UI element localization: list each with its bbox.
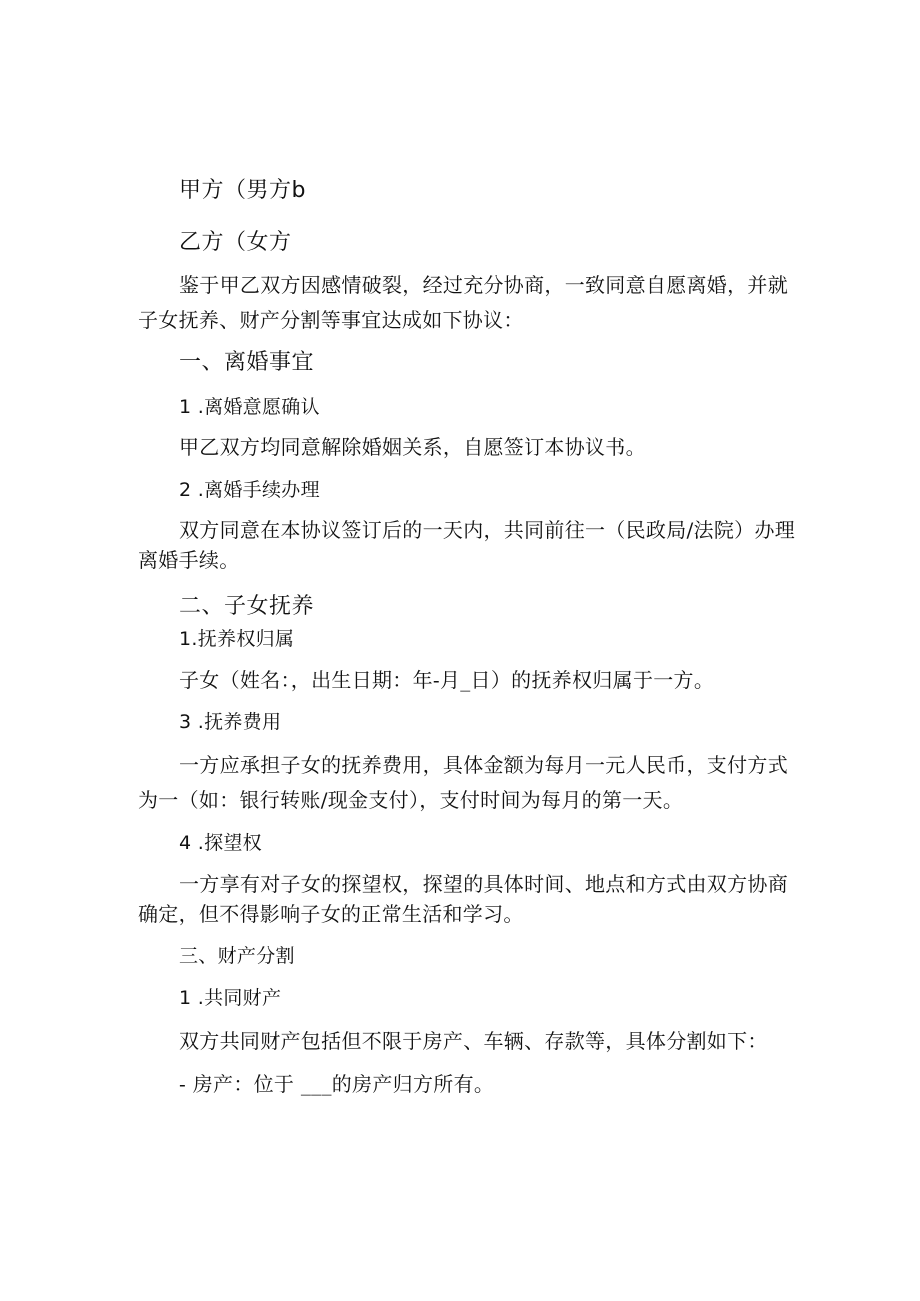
section-2-item-4-title: 4 .探望权 xyxy=(179,832,262,854)
section-1-item-2-text-line-2: 离婚手续。 xyxy=(138,548,240,572)
section-1-item-2-text-line-1: 双方同意在本协议签订后的一天内，共同前往一（民政局/法院）办理 xyxy=(179,518,796,542)
section-1-item-1-text: 甲乙双方均同意解除婚姻关系，自愿签订本协议书。 xyxy=(179,435,646,459)
section-2-item-1-title: 1.抚养权归属 xyxy=(179,628,295,650)
section-1-heading: 一、离婚事宜 xyxy=(179,350,315,375)
section-3-item-1-title: 1 .共同财产 xyxy=(179,987,282,1009)
section-2-item-3-title: 3 .抚养费用 xyxy=(179,711,282,733)
section-2-item-3-text-line-1: 一方应承担子女的抚养费用，具体金额为每月一元人民币，支付方式 xyxy=(179,753,788,777)
section-3-item-1-text: 双方共同财产包括但不限于房产、车辆、存款等，具体分割如下： xyxy=(179,1029,768,1053)
intro-paragraph-line-1: 鉴于甲乙双方因感情破裂，经过充分协商，一致同意自愿离婚，并就 xyxy=(179,273,788,297)
section-2-item-4-text-line-1: 一方享有对子女的探望权，探望的具体时间、地点和方式由双方协商 xyxy=(179,872,788,896)
party-a-line: 甲方（男方b xyxy=(179,178,306,203)
section-1-item-2-title: 2 .离婚手续办理 xyxy=(179,479,320,501)
intro-paragraph-line-2: 子女抚养、财产分割等事宜达成如下协议： xyxy=(138,308,524,332)
party-b-line: 乙方（女方 xyxy=(179,230,292,255)
section-2-item-1-text: 子女（姓名：，出生日期：年-月_日）的抚养权归属于一方。 xyxy=(179,668,715,692)
section-2-item-4-text-line-2: 确定，但不得影响子女的正常生活和学习。 xyxy=(138,902,524,926)
section-2-item-3-text-line-2: 为一（如：银行转账/现金支付），支付时间为每月的第一天。 xyxy=(138,788,684,812)
section-2-heading: 二、子女抚养 xyxy=(179,594,315,619)
section-3-bullet-1: - 房产：位于 ___的房产归方所有。 xyxy=(179,1072,495,1096)
section-3-heading: 三、财产分割 xyxy=(179,945,295,967)
section-1-item-1-title: 1 .离婚意愿确认 xyxy=(179,396,320,418)
